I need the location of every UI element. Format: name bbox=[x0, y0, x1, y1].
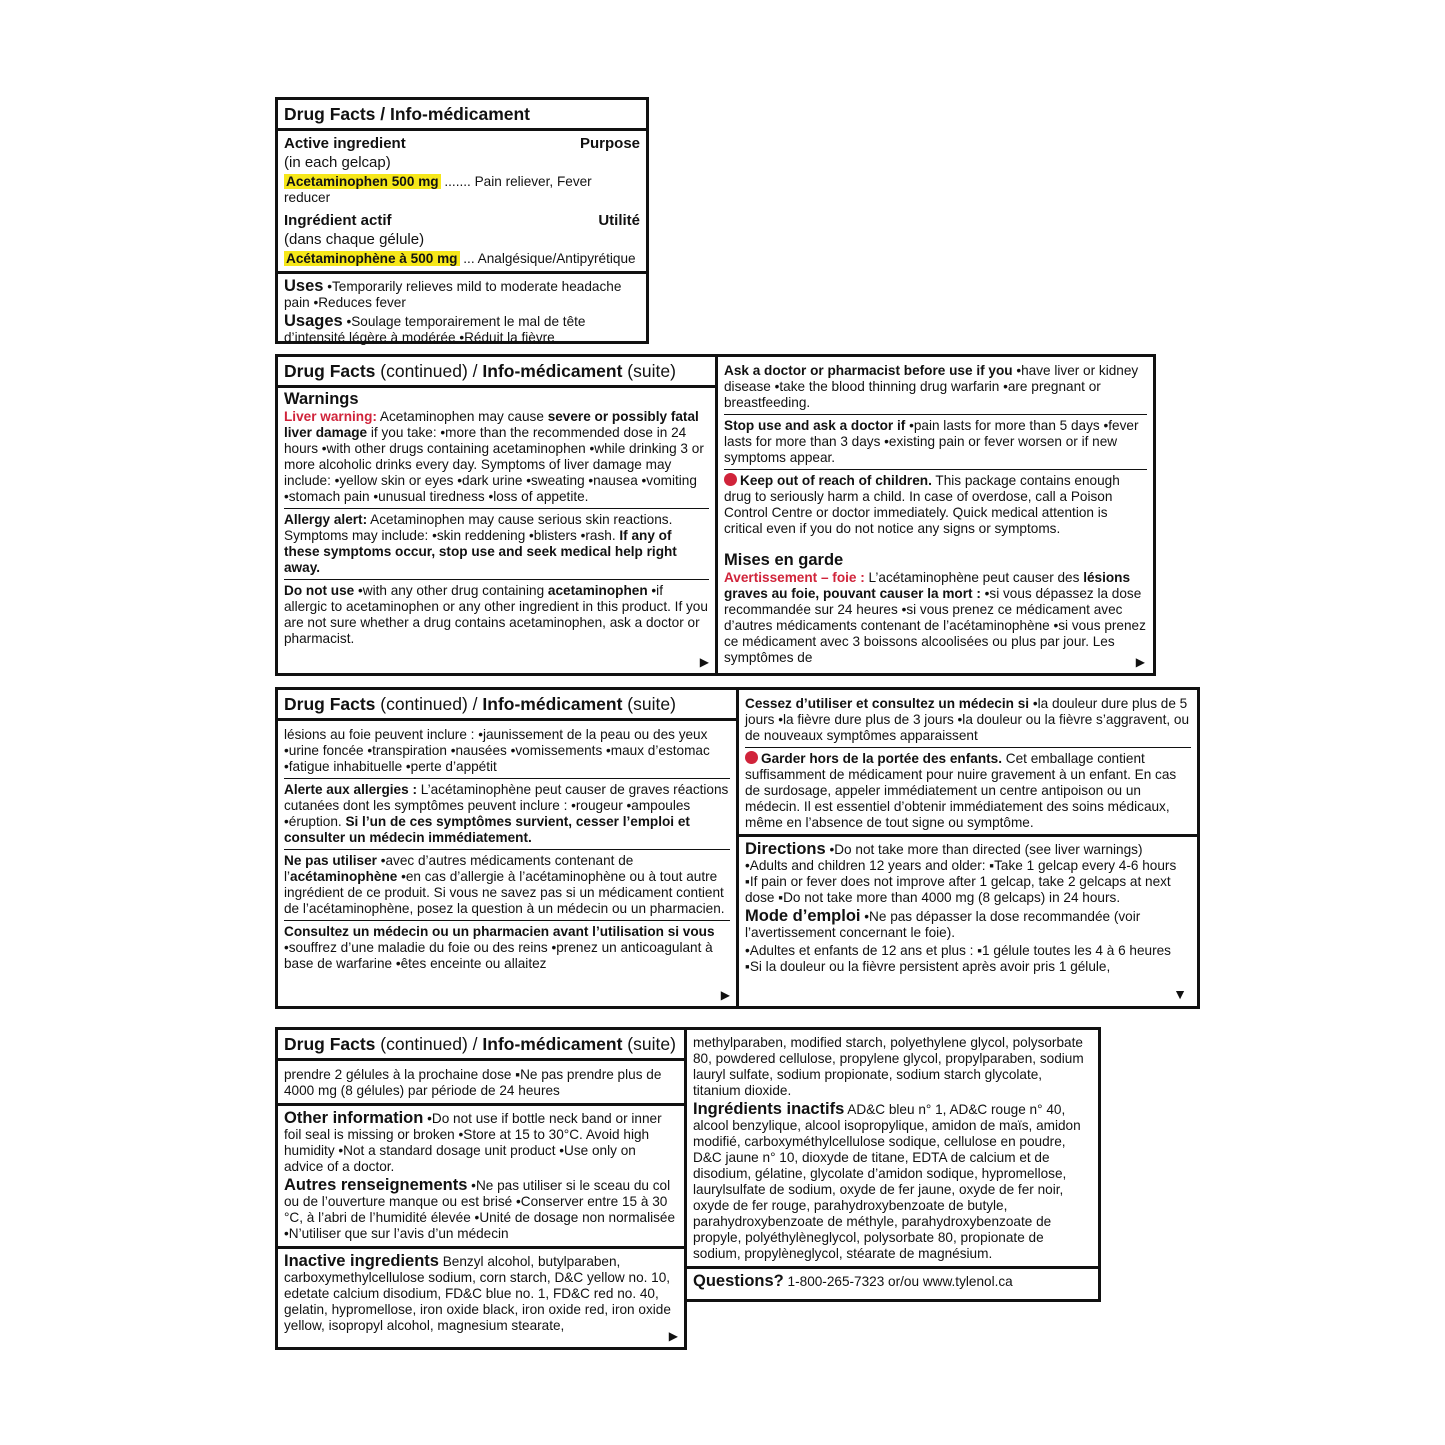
allergy-alert-label: Allergy alert: bbox=[284, 512, 368, 527]
inactive-ingredients-section: Inactive ingredients Benzyl alcohol, butylparaben, carboxymethylcellulose sodium, corn starch, D&C yellow no. 10, edetate calcium disodium, FD&C blue no. 1, FD&C red no. 40, gelatin, hypromellose, iron oxide black, iron oxide red, iron oxide yellow, isopropyl alcohol, magnesium stearate, bbox=[278, 1246, 684, 1338]
directions-section: Directions •Do not take more than directed (see liver warnings) •Adults and children 12 years and older: ▪Take 1 gelcap every 4-6 hours ▪If pain or fever does not improve after 1 gelcap, take 2 gelcaps at next dose ▪Do not take more than 4000 mg (8 gelcaps) in 24 hours. Mode d’emploi •Ne pas dépasser la dose recommandée (voir l’avertissement concernant le foie). •Adultes et enfants de 12 ans et plus : ▪1 gélule toutes les 4 à 6 heures ▪Si la douleur ou la fièvre persistent après avoir pris 1 gélule, bbox=[739, 834, 1197, 979]
questions-heading: Questions? bbox=[693, 1272, 784, 1290]
uses-section bbox=[278, 271, 646, 350]
panel-1-title: Drug Facts / Info-médicament bbox=[278, 100, 646, 131]
alerte-allergies-section: Alerte aux allergies : L’acétaminophène peut causer de graves réactions cutanées dont les symptômes peuvent inclure : •rougeur •ampoules •éruption. Si l’un de ces symptômes survient, cesser l’emploi et consulter un médecin immédiatement. bbox=[284, 778, 730, 849]
ask-doctor-section: Ask a doctor or pharmacist before use if you •have liver or kidney disease •take the blood thinning drug warfarin •are pregnant or breastfeeding. bbox=[724, 363, 1139, 410]
panel-2-header: Drug Facts (continued) / Info-médicament (suite) bbox=[278, 357, 715, 388]
mode-emploi-heading: Mode d’emploi bbox=[745, 907, 861, 925]
lesions-section: lésions au foie peuvent inclure : •jaunissement de la peau ou des yeux •urine foncée •transpiration •nausées •vomissements •maux d’estomac •fatigue inhabituelle •perte d’appétit bbox=[284, 727, 710, 774]
active-fr-label: Ingrédient actif bbox=[284, 212, 392, 229]
cessez-section: Cessez d’utiliser et consultez un médecin si •la douleur dure plus de 5 jours •la fièvre dure plus de 3 jours •la douleur ou la fièvre s’aggravent, ou de nouveaux symptômes apparaissent bbox=[745, 696, 1190, 743]
uses-label: Uses bbox=[284, 277, 324, 295]
consultez-section: Consultez un médecin ou un pharmacien avant l’utilisation si vous •souffrez d’une maladie du foie ou des reins •prenez un anticoagulant à base de warfarine •êtes enceinte ou allaitez bbox=[284, 920, 730, 975]
garder-hors-section: Garder hors de la portée des enfants. Cet emballage contient suffisamment de médicament pour nuire gravement à un enfant. En cas de surdosage, appeler immédiatement un centre antipoison ou un médecin. Il est essentiel d’obtenir immédiatement des soins médicaux, même en l’absence de tout signe ou symptôme. bbox=[745, 747, 1191, 834]
usages-text: •Soulage temporairement le mal de tête d’intensité légère à modérée •Réduit la fièvre bbox=[284, 314, 586, 345]
questions-section bbox=[687, 1266, 1098, 1299]
inactive-continued-section: methylparaben, modified starch, polyethylene glycol, polysorbate 80, powdered cellulose, propylene glycol, propylparaben, sodium lauryl sulfate, sodium propionate, sodium starch glycolate, titanium dioxide. Ingrédients inactifs AD&C bleu n° 1, AD&C rouge n° 40, alcool benzylique, alcool isopropylique, amidon de maïs, amidon modifié, carboxyméthylcellulose sodique, cellulose en poudre, D&C jaune n° 10, dioxyde de titane, EDTA de calcium et de disodium, gélatine, glycolate d’amidon sodique, hypromellose, laurylsulfate de sodium, oxyde de fer jaune, oxyde de fer noir, oxyde de fer rouge, parahydroxybenzoate de butyle, parahydroxybenzoate de méthyle, parahydroxybenzoate de propyle, polyéthylèneglycol, polysorbate 80, propionate de sodium, propylèneglycol, stéarate de magnésium. bbox=[693, 1035, 1084, 1261]
continue-arrow-icon: ▶ bbox=[1135, 655, 1145, 669]
other-information-section: Other information •Do not use if bottle neck band or inner foil seal is missing or broken •Store at 15 to 30°C. Avoid high humidity •Not a standard dosage unit product •Use only on advice of a doctor. Autres renseignements •Ne pas utiliser si le sceau du col ou de l’ouverture manque ou est brisé •Conserver entre 15 à 30 °C, à l’abri de l’humidité élevée •Unité de dosage non normalisée •N’utiliser que sur l’avis d’un médecin bbox=[278, 1103, 684, 1246]
autres-renseignements-heading: Autres renseignements bbox=[284, 1176, 468, 1194]
purpose-en: Pain reliever, Fever reducer bbox=[284, 174, 592, 205]
active-en-highlight: Acetaminophen 500 mg bbox=[286, 174, 439, 189]
dans-chaque-gelule: (dans chaque gélule) bbox=[284, 231, 425, 248]
panel-4-header: Drug Facts (continued) / Info-médicament (suite) bbox=[278, 1030, 684, 1061]
usages-label: Usages bbox=[284, 312, 343, 330]
active-fr-highlight: Acétaminophène à 500 mg bbox=[286, 251, 458, 266]
utilite-label: Utilité bbox=[598, 212, 640, 229]
uses-text: •Temporarily relieves mild to moderate headache pain •Reduces fever bbox=[284, 279, 622, 310]
allergy-alert-section: Allergy alert: Acetaminophen may cause serious skin reactions. Symptoms may include: •skin reddening •blisters •rash. If any of these symptoms occur, stop use and seek medical help right away. bbox=[284, 508, 709, 579]
panel-2-warnings bbox=[275, 354, 1156, 676]
continue-arrow-icon: ▶ bbox=[699, 655, 709, 669]
panel-1-drug-facts bbox=[275, 97, 649, 344]
ingredients-inactifs-heading: Ingrédients inactifs bbox=[693, 1100, 845, 1118]
active-en-line bbox=[284, 174, 640, 206]
continue-arrow-icon: ▶ bbox=[720, 988, 730, 1002]
active-fr-line bbox=[284, 251, 640, 267]
other-information-heading: Other information bbox=[284, 1109, 424, 1127]
continue-arrow-icon: ▶ bbox=[668, 1329, 678, 1343]
dots: ... bbox=[459, 251, 478, 266]
do-not-use-section: Do not use •with any other drug containing acetaminophen •if allergic to acetaminophen or any other ingredient in this product. If you are not sure whether a drug contains acetaminophen, ask a doctor or pharmacist. bbox=[284, 579, 709, 650]
purpose-fr: Analgésique/Antipyrétique bbox=[477, 251, 636, 266]
stop-use-section: Stop use and ask a doctor if •pain lasts for more than 5 days •fever lasts for more than 3 days •existing pain or fever worsen or if new symptoms appear. bbox=[724, 414, 1147, 469]
panel-4-right bbox=[684, 1027, 1101, 1302]
keep-out-section: Keep out of reach of children. This package contains enough drug to seriously harm a child. In case of overdose, call a Poison Control Centre or doctor immediately. Quick medical attention is critical even if you do not notice any signs or symptoms. Mises en garde Avertissement – foie : L’acétaminophène peut causer des lésions graves au foie, pouvant causer la mort : •si vous dépassez la dose recommandée sur 24 heures •si vous prenez ce médicament avec d’autres médicaments contenant de l’acétaminophène •si vous prenez ce médicament avec 3 boissons alcoolisées ou plus par jour. Les symptômes de bbox=[724, 469, 1147, 669]
prendre-section: prendre 2 gélules à la prochaine dose ▪Ne pas prendre plus de 4000 mg (8 gélules) par période de 24 heures bbox=[284, 1067, 662, 1098]
panel-3-header: Drug Facts (continued) / Info-médicament (suite) bbox=[278, 690, 736, 721]
inactive-ingredients-heading: Inactive ingredients bbox=[284, 1252, 439, 1270]
stop-sign-icon bbox=[724, 473, 737, 486]
panel-4-left bbox=[275, 1027, 687, 1350]
liver-warning-section: Warnings Liver warning: Acetaminophen may cause severe or possibly fatal liver damage if you take: •more than the recommended dose in 24 hours •with other drugs containing acetaminophen •while drinking 3 or more alcoholic drinks every day. Symptoms of liver damage may include: •yellow skin or eyes •dark urine •sweating •nausea •vomiting •stomach pain •unusual tiredness •loss of appetite. bbox=[278, 388, 715, 508]
mises-en-garde-heading: Mises en garde bbox=[724, 551, 844, 569]
purpose-label: Purpose bbox=[579, 135, 640, 152]
panel-3-warnings-directions bbox=[275, 687, 1200, 1009]
avertissement-foie-label: Avertissement – foie : bbox=[724, 570, 865, 585]
stop-sign-icon bbox=[745, 751, 758, 764]
dots: ....... bbox=[440, 174, 475, 189]
warnings-heading: Warnings bbox=[284, 390, 359, 408]
directions-heading: Directions bbox=[745, 840, 826, 858]
active-ingredient-section bbox=[278, 131, 646, 271]
panel-4-other-info bbox=[275, 1027, 1101, 1350]
continue-down-arrow-icon: ▼ bbox=[1173, 986, 1187, 1002]
active-ingredient-label: Active ingredient bbox=[284, 135, 406, 152]
questions-contact: 1-800-265-7323 or/ou www.tylenol.ca bbox=[783, 1274, 1013, 1289]
do-not-use-label: Do not use bbox=[284, 583, 355, 598]
liver-warning-label: Liver warning: bbox=[284, 409, 377, 424]
in-each-gelcap: (in each gelcap) bbox=[284, 154, 391, 171]
ne-pas-utiliser-section: Ne pas utiliser •avec d’autres médicaments contenant de l’acétaminophène •en cas d’allergie à l’acétaminophène ou à tout autre ingrédient de ce produit. Si vous ne savez pas si un médicament contient de l’acétaminophène, posez la question à un médecin ou un pharmacien. bbox=[284, 849, 730, 920]
